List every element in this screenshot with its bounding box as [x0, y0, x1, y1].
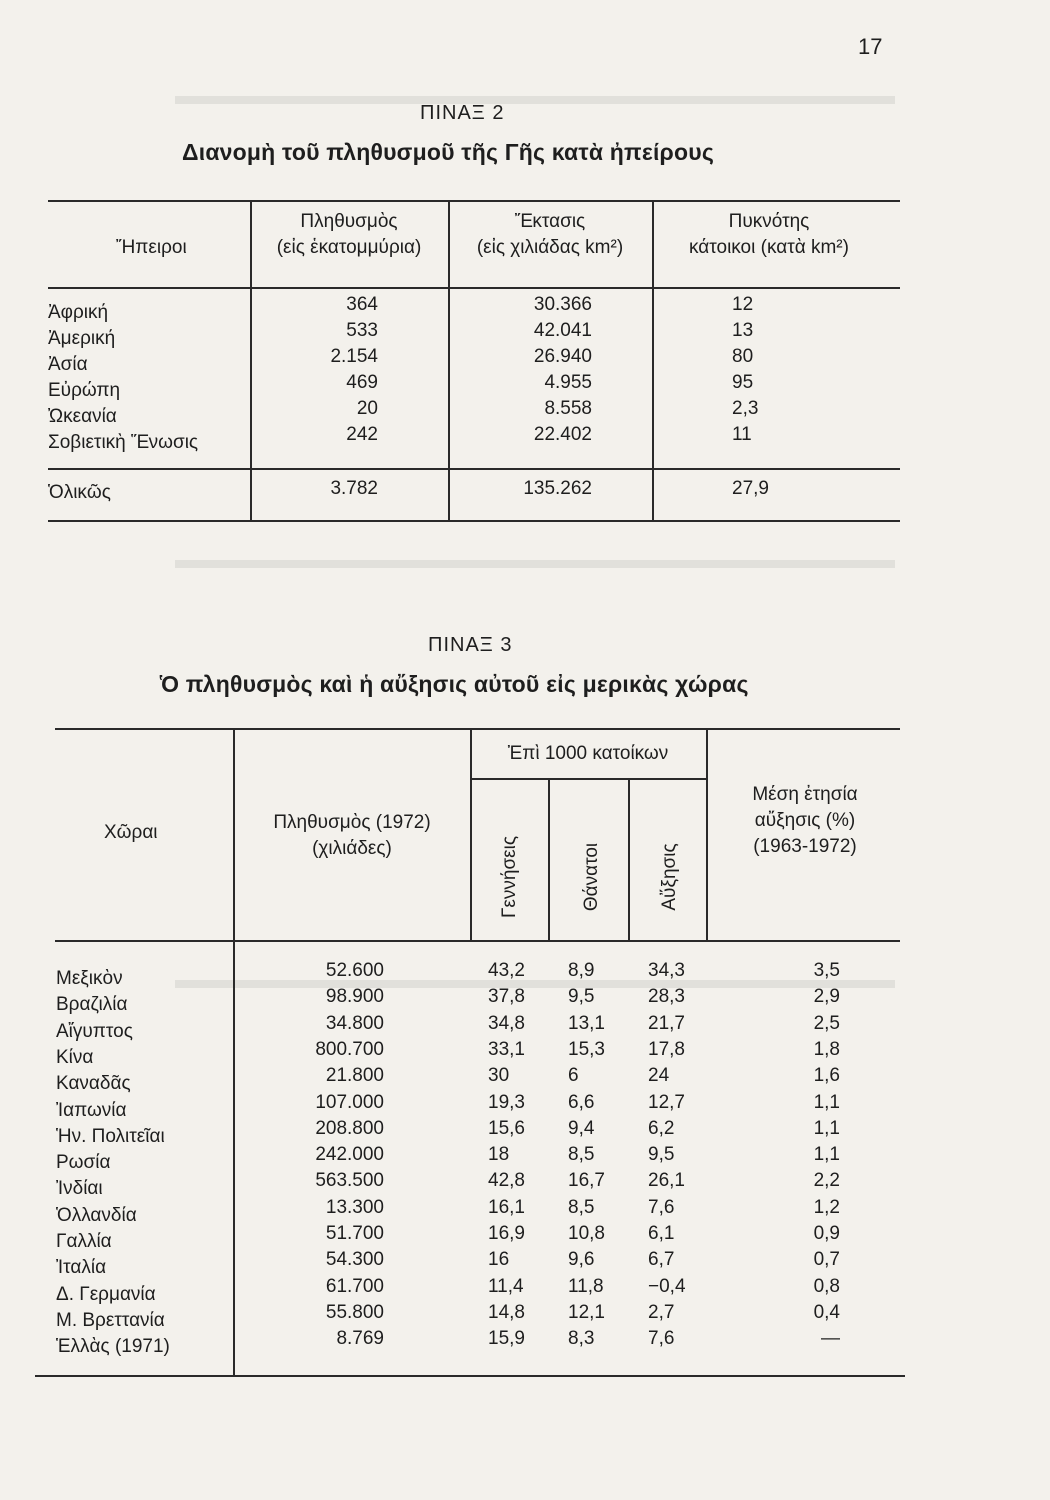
births-value: 15,9	[488, 1328, 525, 1350]
population-1972-value: 208.800	[315, 1117, 384, 1139]
population-1972-value: 107.000	[315, 1091, 384, 1113]
deaths-value: 9,5	[568, 986, 595, 1008]
table-3-col-divider	[706, 728, 708, 940]
total-label: Ὁλικῶς	[48, 482, 111, 503]
population-value: 533	[346, 320, 378, 341]
area-value: 4.955	[544, 372, 592, 393]
density-value: 2,3	[732, 398, 759, 419]
births-value: 30	[488, 1065, 510, 1087]
deaths-value: 8,3	[568, 1328, 595, 1350]
area-value: 42.041	[533, 320, 592, 341]
deaths-value: 13,1	[568, 1012, 605, 1034]
per-1000-rule	[470, 778, 706, 780]
country-name: Γαλλία	[56, 1231, 112, 1252]
table-3-header-rule	[55, 940, 900, 942]
continent-name: Ὠκεανία	[48, 406, 117, 427]
table-2-total-rule	[48, 468, 900, 470]
deaths-value: 10,8	[568, 1223, 605, 1244]
country-name: Ἡν. Πολιτεῖαι	[56, 1125, 165, 1147]
density-value: 13	[732, 320, 754, 341]
country-name: Δ. Γερμανία	[56, 1283, 156, 1305]
increase-value: 6,1	[648, 1223, 675, 1244]
country-name: Αἴγυπτος	[56, 1020, 133, 1042]
births-value: 37,8	[488, 986, 525, 1008]
increase-value: 24	[648, 1065, 670, 1087]
population-1972-value: 51.700	[325, 1223, 384, 1244]
header-growth-line-3: (1963-1972)	[753, 836, 857, 857]
births-value: 15,6	[488, 1117, 525, 1139]
header-density	[654, 209, 884, 261]
births-value: 16,1	[488, 1196, 525, 1218]
growth-value: 2,9	[813, 986, 840, 1008]
table-2-top-rule	[48, 200, 900, 202]
increase-value: 21,7	[648, 1012, 685, 1034]
table-2-caption: ΠΙΝΑΞ 2	[420, 102, 505, 124]
area-value: 22.402	[533, 424, 592, 445]
header-growth-line-2: αὔξησις (%)	[754, 810, 856, 831]
growth-value: 1,1	[813, 1117, 840, 1139]
header-increase: Αὔξησις	[659, 843, 680, 911]
area-value: 30.366	[533, 294, 592, 315]
density-value: 80	[732, 346, 754, 367]
header-deaths: Θάνατοι	[581, 842, 602, 912]
table-3-caption: ΠΙΝΑΞ 3	[428, 634, 513, 656]
country-name: Ἰνδίαι	[56, 1178, 103, 1200]
country-name: Ἰταλία	[56, 1257, 107, 1279]
table-3-bottom-rule	[35, 1375, 905, 1377]
population-value: 2.154	[330, 346, 378, 367]
increase-value: 2,7	[648, 1301, 675, 1323]
deaths-value: 9,4	[568, 1117, 595, 1139]
header-continents: Ἤπειροι	[116, 237, 187, 258]
deaths-value: 12,1	[568, 1301, 605, 1323]
country-name: Μ. Βρεττανία	[56, 1309, 165, 1331]
population-1972-value: 52.600	[325, 960, 384, 981]
increase-value: 26,1	[648, 1170, 685, 1192]
country-name: Ἑλλὰς (1971)	[56, 1336, 170, 1358]
table-3-col-divider	[233, 728, 235, 1375]
total-population: 3.782	[330, 478, 378, 499]
table-2-title: Διανομὴ τοῦ πληθυσμοῦ τῆς Γῆς κατὰ ἠπείρους	[182, 139, 714, 165]
table-2-header-rule	[48, 287, 900, 289]
country-name: Μεξικὸν	[56, 968, 123, 989]
population-1972-value: 54.300	[325, 1249, 384, 1271]
total-density: 27,9	[732, 478, 769, 499]
deaths-value: 8,5	[568, 1196, 595, 1218]
growth-value: 1,6	[813, 1065, 840, 1087]
growth-value: 1,8	[813, 1038, 840, 1060]
growth-value: 3,5	[813, 960, 840, 981]
continent-name: Εὐρώπη	[48, 380, 121, 401]
page-number: 17	[858, 34, 883, 59]
deaths-value: 16,7	[568, 1170, 605, 1192]
increase-value: 28,3	[648, 986, 685, 1008]
growth-value: 0,8	[813, 1275, 840, 1297]
deaths-value: 8,9	[568, 960, 595, 981]
population-1972-value: 21.800	[325, 1065, 384, 1087]
header-population-line-1: Πληθυσμὸς	[300, 211, 398, 232]
births-value: 43,2	[488, 960, 525, 981]
growth-value: 0,7	[813, 1249, 840, 1271]
header-population	[252, 209, 446, 261]
growth-value: —	[821, 1328, 840, 1350]
header-countries: Χῶραι	[104, 822, 158, 843]
table-2-bottom-rule	[48, 520, 900, 522]
table-3-col-divider	[628, 778, 630, 940]
growth-value: 1,2	[813, 1196, 840, 1218]
births-value: 19,3	[488, 1091, 525, 1113]
header-area-line-2: (εἰς χιλιάδας km²)	[476, 237, 624, 258]
header-population-line-2: (εἰς ἑκατομμύρια)	[276, 237, 422, 258]
continent-name: Σοβιετικὴ Ἕνωσις	[48, 432, 199, 453]
density-value: 95	[732, 372, 754, 393]
population-1972-value: 98.900	[325, 986, 384, 1008]
births-value: 42,8	[488, 1170, 525, 1192]
growth-value: 0,4	[813, 1301, 840, 1323]
header-population-1972-line-2: (χιλιάδες)	[312, 838, 392, 859]
increase-value: 7,6	[648, 1328, 675, 1350]
table-3-title: Ὁ πληθυσμὸς καὶ ἡ αὔξησις αὐτοῦ εἰς μερικὰς χώρας	[160, 671, 749, 697]
growth-value: 2,5	[813, 1012, 840, 1034]
header-population-1972	[236, 810, 468, 862]
country-name: Κίνα	[56, 1046, 94, 1068]
continent-name: Ἀσία	[48, 354, 88, 375]
density-value: 11	[732, 424, 752, 445]
increase-value: 6,2	[648, 1117, 675, 1139]
increase-value: 9,5	[648, 1144, 675, 1166]
continent-name: Ἀφρική	[48, 302, 109, 323]
header-density-line-2: κάτοικοι (κατὰ km²)	[689, 237, 849, 258]
growth-value: 1,1	[813, 1091, 840, 1113]
deaths-value: 6,6	[568, 1091, 595, 1113]
growth-value: 1,1	[813, 1144, 840, 1166]
header-density-line-1: Πυκνότης	[728, 211, 810, 232]
country-name: Ὁλλανδία	[56, 1204, 137, 1226]
density-value: 12	[732, 294, 754, 315]
country-name: Ρωσία	[56, 1152, 111, 1174]
area-value: 8.558	[544, 398, 592, 419]
header-area-line-1: Ἔκτασις	[514, 211, 586, 232]
increase-value: 6,7	[648, 1249, 675, 1271]
population-value: 364	[346, 294, 378, 315]
increase-value: −0,4	[648, 1275, 686, 1297]
growth-value: 0,9	[813, 1223, 840, 1244]
population-1972-value: 563.500	[315, 1170, 384, 1192]
area-value: 26.940	[533, 346, 592, 367]
deaths-value: 6	[568, 1065, 579, 1087]
increase-value: 34,3	[648, 960, 685, 981]
table-3-col-divider	[548, 778, 550, 940]
header-per-1000: Ἐπὶ 1000 κατοίκων	[507, 743, 669, 764]
population-1972-value: 55.800	[325, 1301, 384, 1323]
growth-value: 2,2	[813, 1170, 840, 1192]
increase-value: 7,6	[648, 1196, 675, 1218]
population-1972-value: 800.700	[315, 1038, 384, 1060]
deaths-value: 15,3	[568, 1038, 605, 1060]
deaths-value: 9,6	[568, 1249, 595, 1271]
header-growth	[710, 782, 900, 860]
increase-value: 17,8	[648, 1038, 685, 1060]
increase-value: 12,7	[648, 1091, 685, 1113]
population-1972-value: 8.769	[336, 1328, 384, 1350]
births-value: 16,9	[488, 1223, 525, 1244]
population-1972-value: 34.800	[325, 1012, 384, 1034]
population-value: 242	[346, 424, 378, 445]
table-3-top-rule	[55, 728, 900, 730]
header-births: Γεννήσεις	[499, 835, 520, 919]
continent-name: Ἀμερική	[48, 328, 116, 349]
births-value: 16	[488, 1249, 510, 1271]
population-1972-value: 242.000	[315, 1144, 384, 1166]
births-value: 33,1	[488, 1038, 525, 1060]
header-area	[450, 209, 650, 261]
country-name: Καναδᾶς	[56, 1073, 131, 1095]
births-value: 18	[488, 1144, 510, 1166]
births-value: 11,4	[488, 1275, 524, 1297]
deaths-value: 8,5	[568, 1144, 595, 1166]
country-name: Ἰαπωνία	[56, 1099, 127, 1121]
total-area: 135.262	[523, 478, 592, 499]
population-value: 469	[346, 372, 378, 393]
deaths-value: 11,8	[568, 1275, 604, 1297]
country-name: Βραζιλία	[56, 994, 128, 1016]
population-1972-value: 61.700	[325, 1275, 384, 1297]
births-value: 34,8	[488, 1012, 525, 1034]
header-population-1972-line-1: Πληθυσμὸς (1972)	[273, 812, 431, 833]
header-growth-line-1: Μέση ἐτησία	[752, 784, 858, 805]
births-value: 14,8	[488, 1301, 525, 1323]
population-1972-value: 13.300	[325, 1196, 384, 1218]
population-value: 20	[356, 398, 378, 419]
